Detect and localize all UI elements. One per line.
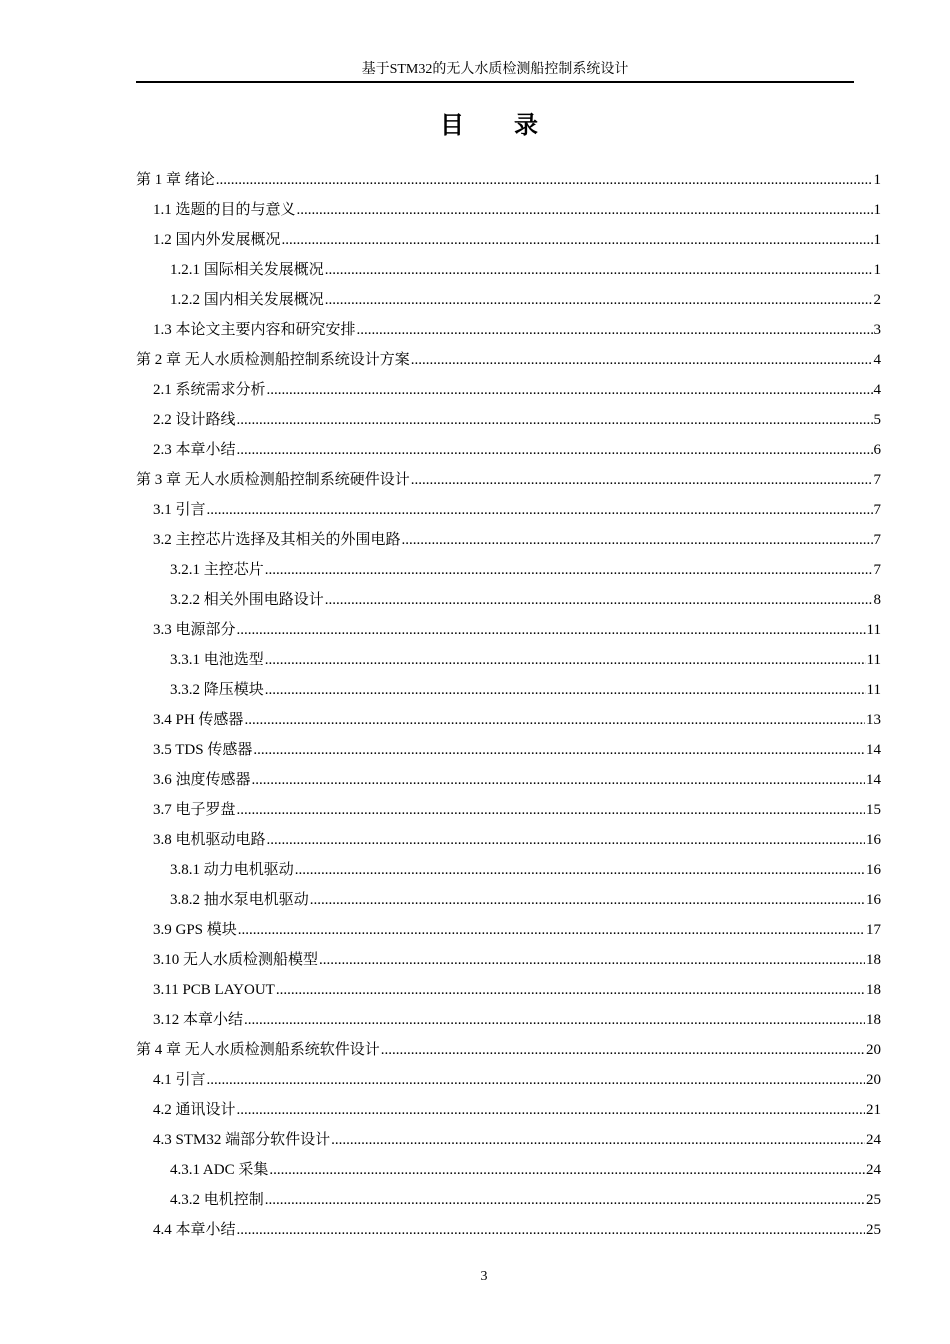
- toc-entry[interactable]: [136, 1185, 881, 1215]
- toc-entry[interactable]: [136, 615, 881, 645]
- page-number: 3: [480, 1269, 488, 1284]
- toc-entry-title: 3.6 浊度传感器: [153, 772, 251, 788]
- toc-entry-page: 1: [873, 202, 881, 218]
- page-header: 基于STM32的无人水质检测船控制系统设计: [361, 62, 629, 77]
- toc-dot-leader: [207, 1065, 865, 1095]
- toc-entry-page: 21: [866, 1102, 881, 1118]
- toc-entry-title: 2.1 系统需求分析: [153, 382, 266, 398]
- toc-entry-page: 5: [873, 412, 881, 428]
- toc-entry[interactable]: [136, 165, 881, 195]
- toc-entry[interactable]: [136, 435, 881, 465]
- toc-dot-leader: [295, 855, 865, 885]
- toc-entry-title: 4.3.2 电机控制: [170, 1192, 264, 1208]
- toc-entry-page: 13: [866, 712, 881, 728]
- toc-dot-leader: [265, 675, 866, 705]
- toc-entry-title: 4.4 本章小结: [153, 1222, 236, 1238]
- toc-entry-title: 3.12 本章小结: [153, 1012, 244, 1028]
- toc-entry[interactable]: [136, 645, 881, 675]
- toc-entry-title: 3.7 电子罗盘: [153, 802, 236, 818]
- toc-entry[interactable]: [136, 1095, 881, 1125]
- toc-entry-title: 1.2 国内外发展概况: [153, 232, 281, 248]
- toc-entry-title: 第 1 章 绪论: [136, 172, 215, 188]
- toc-entry-title: 1.2.1 国际相关发展概况: [170, 262, 324, 278]
- toc-entry[interactable]: [136, 315, 881, 345]
- toc-dot-leader: [282, 225, 873, 255]
- toc-entry-page: 25: [866, 1192, 881, 1208]
- toc-entry[interactable]: [136, 555, 881, 585]
- toc-entry-page: 18: [866, 952, 881, 968]
- toc-entry-title: 第 2 章 无人水质检测船控制系统设计方案: [136, 352, 410, 368]
- toc-entry[interactable]: [136, 525, 881, 555]
- toc-entry[interactable]: [136, 1065, 881, 1095]
- toc-entry-title: 3.2 主控芯片选择及其相关的外围电路: [153, 532, 401, 548]
- toc-entry-page: 14: [866, 772, 881, 788]
- toc-entry-title: 3.1 引言: [153, 502, 206, 518]
- toc-entry-title: 3.5 TDS 传感器: [153, 742, 253, 758]
- toc-entry-title: 3.2.1 主控芯片: [170, 562, 264, 578]
- toc-entry[interactable]: [136, 735, 881, 765]
- toc-entry-page: 6: [873, 442, 881, 458]
- toc-entry[interactable]: [136, 1125, 881, 1155]
- toc-entry-page: 11: [866, 622, 881, 638]
- toc-entry-title: 第 4 章 无人水质检测船系统软件设计: [136, 1042, 380, 1058]
- toc-entry[interactable]: [136, 855, 881, 885]
- toc-entry[interactable]: [136, 375, 881, 405]
- toc-entry-page: 18: [866, 982, 881, 998]
- toc-entry[interactable]: [136, 945, 881, 975]
- toc-entry-page: 16: [866, 862, 881, 878]
- toc-dot-leader: [244, 705, 865, 735]
- toc-entry[interactable]: [136, 795, 881, 825]
- toc-entry[interactable]: [136, 885, 881, 915]
- toc-entry[interactable]: [136, 345, 881, 375]
- toc-entry-page: 3: [873, 322, 881, 338]
- toc-entry[interactable]: [136, 195, 881, 225]
- toc-dot-leader: [269, 1155, 865, 1185]
- toc-dot-leader: [237, 795, 865, 825]
- toc-dot-leader: [325, 285, 873, 315]
- toc-entry-title: 1.3 本论文主要内容和研究安排: [153, 322, 356, 338]
- toc-dot-leader: [319, 945, 865, 975]
- toc-entry[interactable]: [136, 825, 881, 855]
- toc-entry[interactable]: [136, 1035, 881, 1065]
- toc-entry[interactable]: [136, 975, 881, 1005]
- toc-dot-leader: [237, 405, 873, 435]
- toc-entry-page: 14: [866, 742, 881, 758]
- toc-entry-title: 4.1 引言: [153, 1072, 206, 1088]
- toc-entry-title: 第 3 章 无人水质检测船控制系统硬件设计: [136, 472, 410, 488]
- toc-dot-leader: [411, 465, 873, 495]
- toc-dot-leader: [237, 1215, 865, 1245]
- toc-dot-leader: [252, 765, 865, 795]
- toc-entry-page: 16: [866, 832, 881, 848]
- toc-dot-leader: [276, 975, 865, 1005]
- toc-entry-page: 24: [866, 1132, 881, 1148]
- toc-entry[interactable]: [136, 465, 881, 495]
- toc-entry-title: 4.2 通讯设计: [153, 1102, 236, 1118]
- toc-entry-page: 7: [873, 532, 881, 548]
- toc-entry-page: 2: [873, 292, 881, 308]
- toc-entry-title: 3.3 电源部分: [153, 622, 236, 638]
- toc-entry-page: 18: [866, 1012, 881, 1028]
- toc-dot-leader: [207, 495, 873, 525]
- header-rule: [136, 81, 854, 83]
- toc-entry-title: 3.2.2 相关外围电路设计: [170, 592, 324, 608]
- toc-entry-page: 1: [873, 262, 881, 278]
- toc-dot-leader: [402, 525, 873, 555]
- toc-dot-leader: [297, 195, 873, 225]
- toc-entry[interactable]: [136, 675, 881, 705]
- toc-entry-title: 3.11 PCB LAYOUT: [153, 982, 275, 998]
- toc-entry-page: 7: [873, 502, 881, 518]
- toc-entry-title: 3.8 电机驱动电路: [153, 832, 266, 848]
- toc-dot-leader: [253, 735, 865, 765]
- toc-dot-leader: [265, 555, 873, 585]
- toc-dot-leader: [411, 345, 873, 375]
- toc-dot-leader: [216, 165, 873, 195]
- toc-dot-leader: [267, 825, 865, 855]
- toc-entry-title: 4.3 STM32 端部分软件设计: [153, 1132, 331, 1148]
- toc-dot-leader: [237, 615, 866, 645]
- toc-entry-page: 11: [866, 682, 881, 698]
- toc-entry-title: 2.3 本章小结: [153, 442, 236, 458]
- toc-entry-page: 4: [873, 352, 881, 368]
- toc-entry-page: 20: [866, 1072, 881, 1088]
- toc-dot-leader: [265, 645, 866, 675]
- toc-entry-title: 3.8.1 动力电机驱动: [170, 862, 294, 878]
- toc-entry-page: 7: [873, 472, 881, 488]
- toc-entry[interactable]: [136, 705, 881, 735]
- toc-entry-title: 3.3.1 电池选型: [170, 652, 264, 668]
- toc-dot-leader: [244, 1005, 865, 1035]
- toc-entry-page: 25: [866, 1222, 881, 1238]
- toc-entry-page: 16: [866, 892, 881, 908]
- toc-entry[interactable]: [136, 225, 881, 255]
- toc-dot-leader: [267, 375, 873, 405]
- toc-entry-page: 7: [873, 562, 881, 578]
- toc-entry[interactable]: [136, 1005, 881, 1035]
- toc-entry[interactable]: [136, 285, 881, 315]
- toc-entry-page: 4: [873, 382, 881, 398]
- toc-entry-page: 8: [873, 592, 881, 608]
- toc-entry-title: 3.10 无人水质检测船模型: [153, 952, 319, 968]
- toc-entry-title: 2.2 设计路线: [153, 412, 236, 428]
- toc-entry-page: 1: [873, 232, 881, 248]
- toc-entry-page: 15: [866, 802, 881, 818]
- toc-dot-leader: [357, 315, 873, 345]
- toc-entry-title: 1.1 选题的目的与意义: [153, 202, 296, 218]
- toc-entry-title: 3.8.2 抽水泵电机驱动: [170, 892, 309, 908]
- toc-entry[interactable]: [136, 915, 881, 945]
- toc-dot-leader: [381, 1035, 865, 1065]
- toc-entry[interactable]: [136, 255, 881, 285]
- toc-entry[interactable]: [136, 495, 881, 525]
- toc-dot-leader: [237, 435, 873, 465]
- toc-dot-leader: [331, 1125, 865, 1155]
- toc-entry[interactable]: [136, 1215, 881, 1245]
- toc-entry-title: 3.4 PH 传感器: [153, 712, 244, 728]
- toc-dot-leader: [238, 915, 865, 945]
- toc-entry-title: 1.2.2 国内相关发展概况: [170, 292, 324, 308]
- toc-entry-page: 1: [873, 172, 881, 188]
- toc-dot-leader: [265, 1185, 865, 1215]
- toc-entry-page: 20: [866, 1042, 881, 1058]
- toc-entry-page: 24: [866, 1162, 881, 1178]
- toc-entry-title: 3.9 GPS 模块: [153, 922, 237, 938]
- toc-entry[interactable]: [136, 765, 881, 795]
- toc-entry-page: 17: [866, 922, 881, 938]
- toc-dot-leader: [325, 255, 873, 285]
- toc-dot-leader: [237, 1095, 865, 1125]
- toc-dot-leader: [310, 885, 865, 915]
- toc-entry-title: 3.3.2 降压模块: [170, 682, 264, 698]
- toc-entry[interactable]: [136, 1155, 881, 1185]
- toc-dot-leader: [325, 585, 873, 615]
- toc-entry-page: 11: [866, 652, 881, 668]
- toc-entry[interactable]: [136, 405, 881, 435]
- table-of-contents: [136, 165, 881, 1245]
- toc-entry[interactable]: [136, 585, 881, 615]
- toc-title: 目 录: [440, 113, 560, 139]
- toc-entry-title: 4.3.1 ADC 采集: [170, 1162, 269, 1178]
